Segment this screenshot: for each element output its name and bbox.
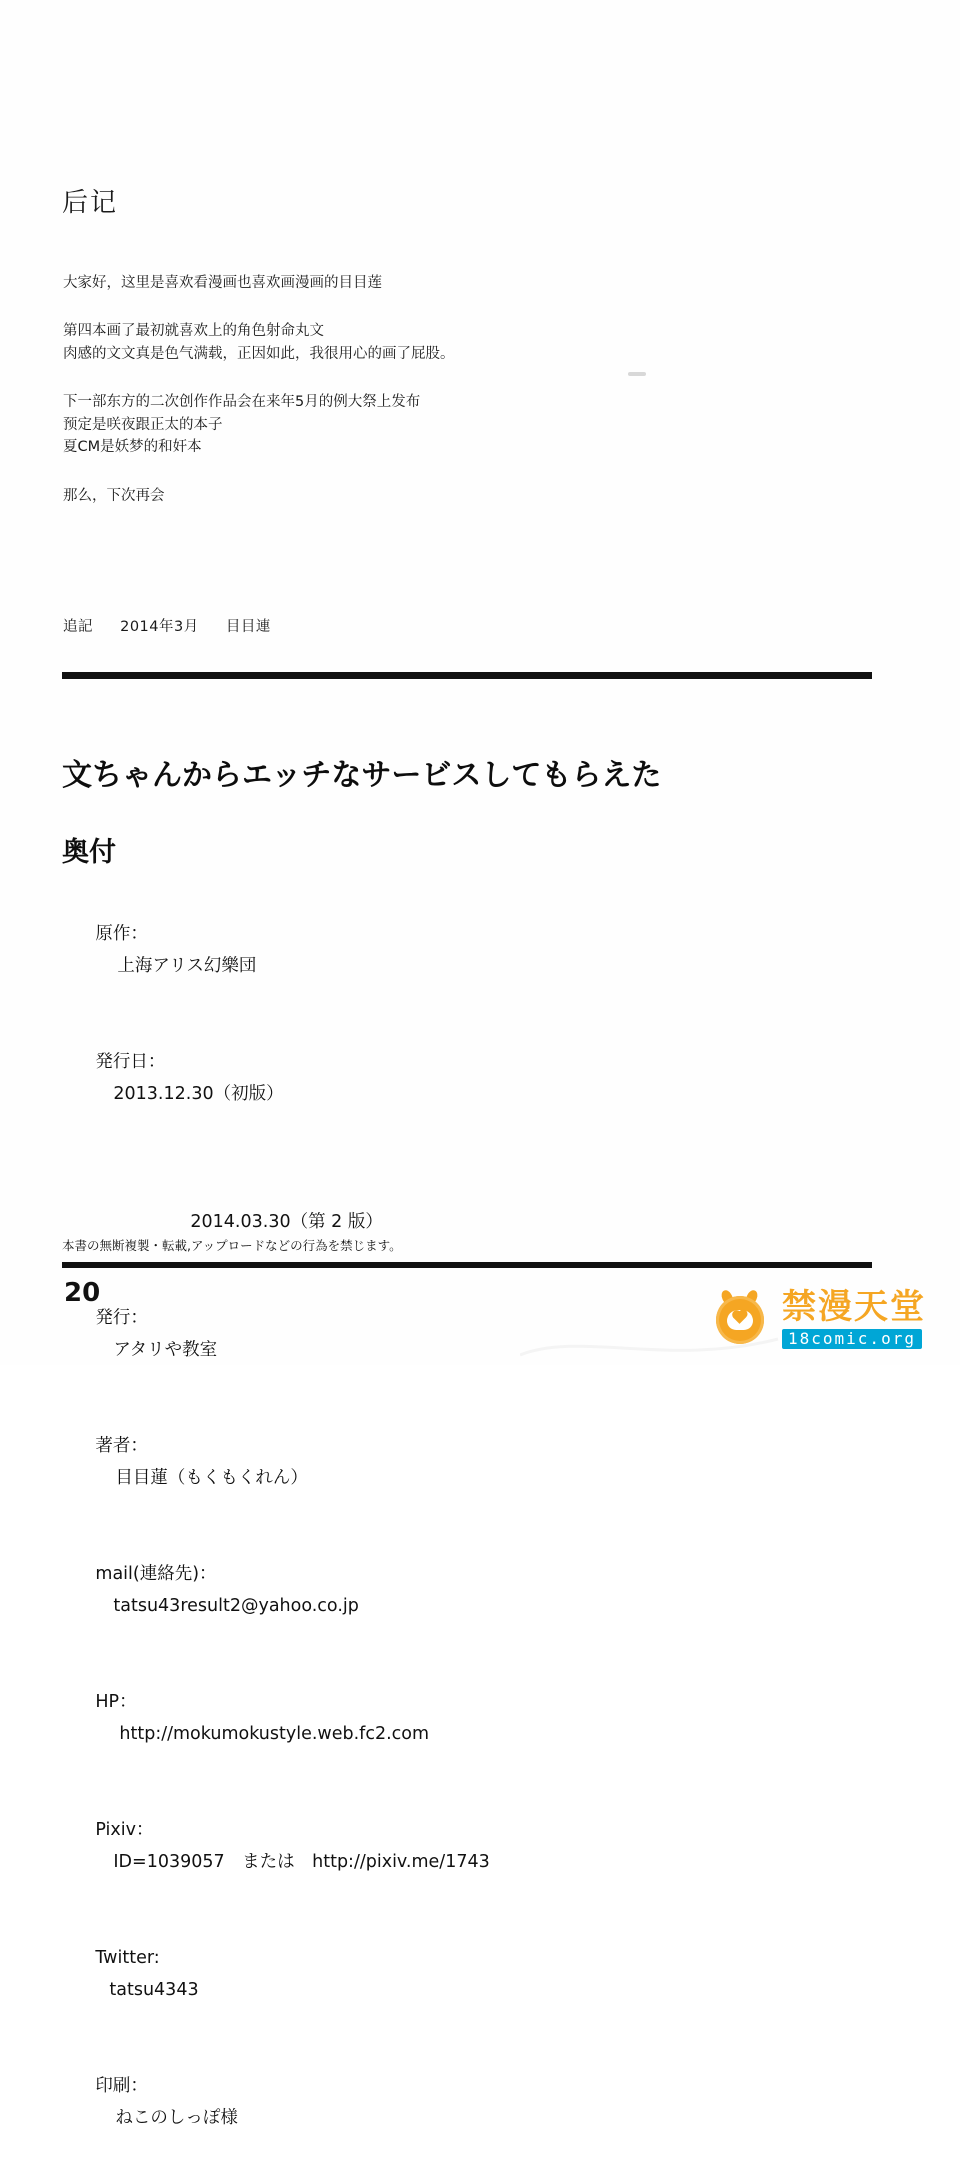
postscript-author: 目目連 xyxy=(225,619,271,635)
colophon-value: tatsu4343 xyxy=(109,1980,199,2000)
afterword-paragraph-1 xyxy=(63,272,763,294)
colophon-label: 発行： xyxy=(95,1308,148,1328)
colophon-row xyxy=(62,1654,862,1782)
afterword-line: 那么，下次再会 xyxy=(63,487,165,504)
colophon-row xyxy=(62,1526,862,1654)
colophon-row xyxy=(62,1910,862,2038)
watermark-site-url: 18comic.org xyxy=(782,1329,922,1349)
colophon-value: 2014.03.30（第 2 版） xyxy=(190,1212,383,1232)
postscript-label: 追記 xyxy=(63,619,93,635)
colophon-value: 目目蓮（もくもくれん） xyxy=(115,1468,308,1488)
afterword-line: 第四本画了最初就喜欢上的角色射命丸文 xyxy=(63,323,324,340)
afterword-line: 大家好，这里是喜欢看漫画也喜欢画漫画的目目莲 xyxy=(63,275,382,291)
colophon-label: 著者： xyxy=(95,1436,148,1456)
afterword-paragraph-3 xyxy=(63,391,763,458)
afterword-paragraph-4 xyxy=(63,485,763,507)
watermark-site-name: 禁漫天堂 xyxy=(782,1287,926,1327)
colophon-value: 2013.12.30（初版） xyxy=(113,1084,284,1104)
afterword-line: 预定是咲夜跟正太的本子 xyxy=(63,416,223,433)
colophon-label: Twitter: xyxy=(95,1948,160,1968)
afterword-line: 肉感的文文真是色气满载，正因如此，我很用心的画了屁股。 xyxy=(63,345,455,362)
colophon-row xyxy=(62,1782,862,1910)
afterword-line: 下一部东方的二次创作作品会在来年5月的例大祭上发布 xyxy=(63,394,421,411)
colophon-row xyxy=(62,886,862,1014)
colophon-list xyxy=(62,886,862,2166)
colophon-value: ID=1039057 または http://pixiv.me/1743 xyxy=(113,1852,490,1872)
cat-heart-logo-icon xyxy=(716,1292,772,1348)
site-watermark xyxy=(716,1287,926,1349)
afterword-body xyxy=(63,272,763,533)
colophon-label: mail(連絡先)： xyxy=(95,1564,217,1584)
page-number: 20 xyxy=(64,1278,101,1308)
colophon-row xyxy=(62,1014,862,1142)
section-divider-top xyxy=(62,672,872,679)
postscript-date: 2014年3月 xyxy=(120,619,199,635)
watermark-text xyxy=(782,1287,926,1349)
colophon-label: 原作： xyxy=(95,924,148,944)
colophon-value: アタリや教室 xyxy=(113,1340,218,1360)
afterword-line: 夏CM是妖梦的和奸本 xyxy=(63,439,202,456)
colophon-value: http://mokumokustyle.web.fc2.com xyxy=(119,1724,430,1744)
copyright-notice: 本書の無断複製・転載,アップロードなどの行為を禁じます。 xyxy=(62,1238,402,1253)
colophon-value: 上海アリス幻樂団 xyxy=(117,956,257,976)
colophon-label: Pixiv： xyxy=(95,1820,154,1840)
afterword-paragraph-2 xyxy=(63,320,763,365)
colophon-row xyxy=(62,2038,862,2166)
work-title: 文ちゃんからエッチなサービスしてもらえた xyxy=(62,758,662,793)
faint-artifact xyxy=(628,372,646,376)
colophon-value: ねこのしっぽ様 xyxy=(115,2108,238,2128)
colophon-row xyxy=(62,1398,862,1526)
colophon-heading: 奥付 xyxy=(62,837,116,868)
afterword-title: 后记 xyxy=(62,188,119,218)
colophon-label: 発行日： xyxy=(95,1052,166,1072)
colophon-label: 印刷： xyxy=(95,2076,148,2096)
section-divider-bottom xyxy=(62,1262,872,1268)
colophon-value: tatsu43result2@yahoo.co.jp xyxy=(113,1596,359,1616)
afterword-postscript xyxy=(63,615,271,636)
colophon-label: HP： xyxy=(95,1692,137,1712)
